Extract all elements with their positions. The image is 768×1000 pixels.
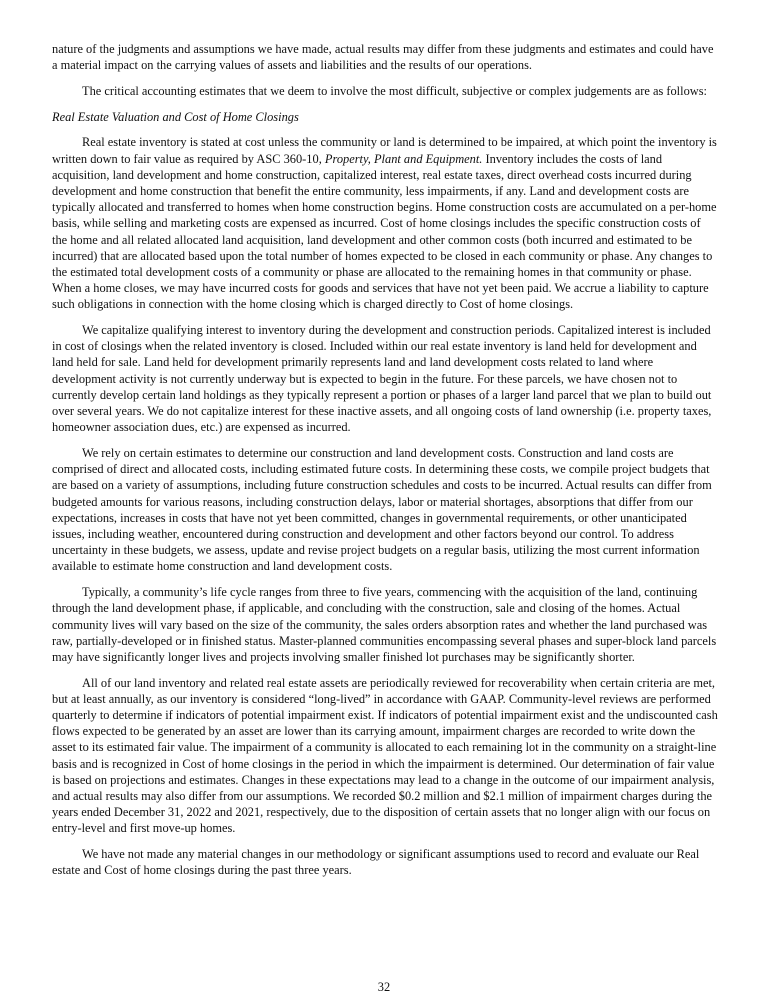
asc-title-italic: Property, Plant and Equipment. bbox=[324, 151, 483, 166]
paragraph-no-changes: We have not made any material changes in our methodology or significant assumptions used to record and evaluate our Real estate and Cost of home closings during the past three years. bbox=[52, 847, 700, 878]
paragraph-impairment: All of our land inventory and related real estate assets are periodically reviewed for recoverability when certain criteria are met, but at least annually, as our inventory is considered “long-lived” in accordance with GAAP. Community-level reviews are performed quarterly to determine if indicators of potential impairment exist. If indicators of potential impairment exist and the undiscounted cash flows expected to be generated by an asset are lower than its carrying amount, impairment charges are recorded to write down the asset to its estimated fair value. The impairment of a community is allocated to each remaining lot in the community on a straight-line basis and is recognized in Cost of home closings in the period in which the impairment is determined. Our determination of fair value is based on projections and estimates. Changes in these expectations may lead to a change in the outcome of our impairment analysis, and actual results may also differ from our assumptions. We recorded $0.2 million and $2.1 million of impairment charges during the years ended December 31, 2022 and 2021, respectively, due to the disposition of certain assets that no longer align with our focus on entry-level and first move-up homes. bbox=[52, 675, 718, 836]
paragraph-capitalized-interest: We capitalize qualifying interest to inventory during the development and construction periods. Capitalized interest is included in cost of closings when the related inventory is closed. Included within our real estate inventory is land held for development and land held for sale. Land held for development primarily represents land and land development costs related to land where development activity is not currently underway but is expected to begin in the future. For these parcels, we have chosen not to currently develop certain land holdings as they typically represent a portion or phases of a larger land parcel that we plan to build out over several years. We do not capitalize interest for these inactive assets, and all ongoing costs of land ownership (i.e. property taxes, homeowner association dues, etc.) are expensed as incurred. bbox=[52, 323, 712, 435]
paragraph-text: Inventory includes the costs of land acquisition, land development and home construction, capitalized interest, real estate taxes, direct overhead costs incurred during development and home construction that benefit the entire community, less impairments, if any. Land and development costs are typically allocated and transferred to homes when home construction begins. Home construction costs are accumulated on a per-home basis, while selling and marketing costs are expensed as incurred. Cost of home closings includes the specific construction costs of the home and all related allocated land acquisition, land development and other common costs (both incurred and estimated to be incurred) that are allocated based upon the total number of homes expected to be closed in each community or phase. Any changes to the estimated total development costs of a community or phase are allocated to the remaining homes in that community or phase. When a home closes, we may have incurred costs for goods and services that have not yet been paid. We accrue a liability to capture such obligations in connection with the home closing which is charged directly to Cost of home closings. bbox=[52, 151, 717, 312]
paragraph-continuation: nature of the judgments and assumptions we have made, actual results may differ from these judgments and estimates and could have a material impact on the carrying values of assets and liabilities and the results of our operations. bbox=[52, 42, 714, 73]
document-page bbox=[52, 41, 718, 888]
paragraph-real-estate-inventory bbox=[52, 134, 718, 312]
paragraph-text: Real estate inventory is stated at cost unless the community or land is determined to be impaired, at which point the inventory is written down to fair value as required by ASC 360-10, bbox=[52, 135, 717, 166]
paragraph-life-cycle: Typically, a community’s life cycle ranges from three to five years, commencing with the acquisition of the land, continuing through the land development phase, if applicable, and concluding with the construction, sale and closing of the homes. Actual community lives will vary based on the size of the community, the sales orders absorption rates and whether the land purchased was raw, partially-developed or in finished status. Master-planned communities encompassing several phases and super-block land parcels may have significantly longer lives and projects involving smaller finished lot purchases may be significantly shorter. bbox=[52, 585, 717, 664]
paragraph-critical-estimates-intro: The critical accounting estimates that we deem to involve the most difficult, subjective or complex judgements are as follows: bbox=[82, 83, 707, 98]
paragraph-cost-estimates: We rely on certain estimates to determine our construction and land development costs. Construction and land costs are comprised of direct and allocated costs, including estimated future costs. In determining these costs, we compile project budgets that are based on a variety of assumptions, including future construction schedules and costs to be incurred. Actual results can differ from budgeted amounts for various reasons, including construction delays, labor or material shortages, absorptions that differ from our expectations, increases in costs that have not yet been committed, changes in governmental requirements, or other unanticipated issues, including weather, encountered during construction and development and other factors beyond our control. To address uncertainty in these budgets, we assess, update and revise project budgets on a regular basis, utilizing the most current information available to estimate home construction and land development costs. bbox=[52, 445, 712, 574]
section-heading: Real Estate Valuation and Cost of Home Closings bbox=[52, 109, 299, 124]
page-number: 32 bbox=[377, 980, 391, 994]
